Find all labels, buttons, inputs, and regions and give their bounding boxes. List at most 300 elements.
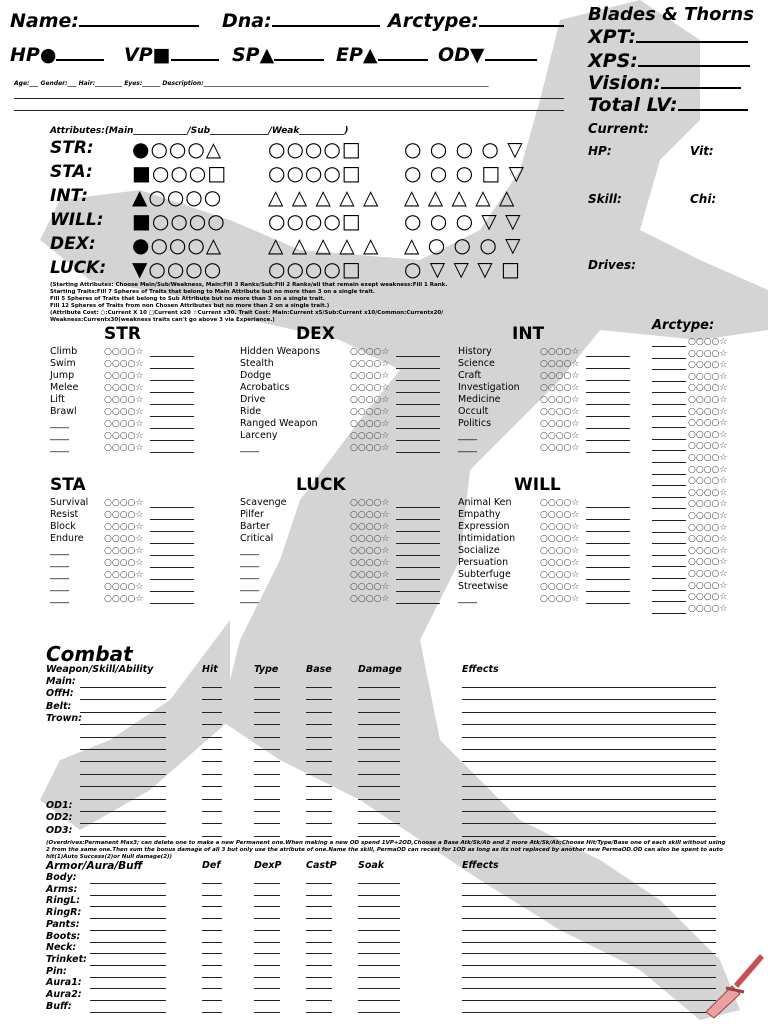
od-field[interactable]: OD▼ xyxy=(438,44,537,66)
armor-cell-line[interactable] xyxy=(254,1000,280,1001)
weapon-cell-line[interactable] xyxy=(202,823,222,824)
weapon-cell-line[interactable] xyxy=(462,712,716,713)
trait-note-line[interactable] xyxy=(150,356,194,357)
weapon-cell-line[interactable] xyxy=(306,786,332,787)
weapon-cell-line[interactable] xyxy=(202,724,222,725)
weapon-cell-line[interactable] xyxy=(80,699,166,700)
attribute-main-dots[interactable]: ▼○○○○ xyxy=(132,257,223,281)
armor-cell-line[interactable] xyxy=(306,906,332,907)
armor-cell-line[interactable] xyxy=(202,918,222,919)
arctype-dots[interactable]: ○○○○☆ xyxy=(688,360,728,371)
armor-cell-line[interactable] xyxy=(306,977,332,978)
trait-dots[interactable]: ○○○○☆ xyxy=(540,407,580,417)
armor-cell-line[interactable] xyxy=(462,883,716,884)
arctype-dots[interactable]: ○○○○☆ xyxy=(688,557,728,568)
attribute-high-dots[interactable]: ○ ○ ○ ▽ ▽ xyxy=(404,209,522,233)
weapon-cell-line[interactable] xyxy=(462,836,716,837)
armor-cell-line[interactable] xyxy=(358,930,400,931)
trait-note-line[interactable] xyxy=(586,543,630,544)
armor-cell-line[interactable] xyxy=(462,965,716,966)
attribute-mid-dots[interactable]: ○○○○□ xyxy=(268,209,362,233)
weapon-cell-line[interactable] xyxy=(202,799,222,800)
arctype-line[interactable] xyxy=(652,381,686,382)
arctype-dots[interactable]: ○○○○☆ xyxy=(688,511,728,521)
armor-cell-line[interactable] xyxy=(254,1012,280,1013)
armor-cell-line[interactable] xyxy=(358,965,400,966)
weapon-cell-line[interactable] xyxy=(80,761,166,762)
arctype-line[interactable] xyxy=(652,508,686,509)
trait-note-line[interactable] xyxy=(396,579,440,580)
weapon-cell-line[interactable] xyxy=(306,712,332,713)
arctype-dots[interactable]: ○○○○☆ xyxy=(688,476,728,487)
weapon-cell-line[interactable] xyxy=(462,749,716,750)
trait-dots[interactable]: ○○○○☆ xyxy=(104,431,144,441)
weapon-cell-line[interactable] xyxy=(254,786,280,787)
armor-cell-line[interactable] xyxy=(254,906,280,907)
trait-dots[interactable]: ○○○○☆ xyxy=(350,419,390,429)
trait-note-line[interactable] xyxy=(586,531,630,532)
armor-cell-line[interactable] xyxy=(358,1000,400,1001)
trait-dots[interactable]: ○○○○☆ xyxy=(104,347,144,357)
trait-note-line[interactable] xyxy=(150,404,194,405)
xpt-field[interactable]: XPT: xyxy=(588,26,748,48)
weapon-cell-line[interactable] xyxy=(306,699,332,700)
weapon-cell-line[interactable] xyxy=(306,774,332,775)
attribute-mid-dots[interactable]: △ △ △ △ △ xyxy=(268,233,380,257)
weapon-cell-line[interactable] xyxy=(462,774,716,775)
armor-cell-line[interactable] xyxy=(306,965,332,966)
armor-cell-line[interactable] xyxy=(90,942,166,943)
armor-cell-line[interactable] xyxy=(462,1012,716,1013)
trait-note-line[interactable] xyxy=(396,452,440,453)
trait-dots[interactable]: ○○○○☆ xyxy=(350,510,390,520)
trait-dots[interactable]: ○○○○☆ xyxy=(104,443,144,453)
armor-cell-line[interactable] xyxy=(254,988,280,989)
armor-cell-line[interactable] xyxy=(462,930,716,931)
trait-dots[interactable]: ○○○○☆ xyxy=(350,594,390,604)
arctype-dots[interactable]: ○○○○☆ xyxy=(688,464,728,475)
armor-cell-line[interactable] xyxy=(462,953,716,954)
trait-note-line[interactable] xyxy=(396,404,440,405)
armor-cell-line[interactable] xyxy=(358,883,400,884)
armor-cell-line[interactable] xyxy=(306,918,332,919)
arctype-line[interactable] xyxy=(652,427,686,428)
weapon-cell-line[interactable] xyxy=(306,761,332,762)
arctype-dots[interactable]: ○○○○☆ xyxy=(688,406,728,417)
trait-note-line[interactable] xyxy=(586,428,630,429)
trait-dots[interactable]: ○○○○☆ xyxy=(350,359,390,369)
armor-cell-line[interactable] xyxy=(202,942,222,943)
weapon-cell-line[interactable] xyxy=(306,799,332,800)
trait-note-line[interactable] xyxy=(396,531,440,532)
attribute-mid-dots[interactable]: △ △ △ △ △ xyxy=(268,185,380,209)
trait-dots[interactable]: ○○○○☆ xyxy=(350,443,390,453)
trait-note-line[interactable] xyxy=(396,428,440,429)
trait-note-line[interactable] xyxy=(396,416,440,417)
attribute-main-dots[interactable]: ▲○○○○ xyxy=(132,185,223,209)
current-skill-label[interactable]: Skill: xyxy=(588,192,622,206)
arctype-line[interactable] xyxy=(652,404,686,405)
trait-note-line[interactable] xyxy=(150,603,194,604)
trait-dots[interactable]: ○○○○☆ xyxy=(104,582,144,592)
armor-cell-line[interactable] xyxy=(306,1012,332,1013)
arctype-line[interactable] xyxy=(652,543,686,544)
trait-dots[interactable]: ○○○○☆ xyxy=(350,431,390,441)
trait-note-line[interactable] xyxy=(150,519,194,520)
armor-cell-line[interactable] xyxy=(90,883,166,884)
armor-cell-line[interactable] xyxy=(254,977,280,978)
trait-note-line[interactable] xyxy=(150,428,194,429)
trait-dots[interactable]: ○○○○☆ xyxy=(350,534,390,544)
armor-cell-line[interactable] xyxy=(462,1000,716,1001)
weapon-cell-line[interactable] xyxy=(358,712,400,713)
arctype-line[interactable] xyxy=(652,392,686,393)
weapon-cell-line[interactable] xyxy=(358,749,400,750)
weapon-cell-line[interactable] xyxy=(80,799,166,800)
arctype-line[interactable] xyxy=(652,474,686,475)
arctype-dots[interactable]: ○○○○☆ xyxy=(688,383,728,394)
weapon-cell-line[interactable] xyxy=(306,836,332,837)
armor-cell-line[interactable] xyxy=(358,918,400,919)
arctype-line[interactable] xyxy=(652,578,686,579)
armor-cell-line[interactable] xyxy=(254,895,280,896)
weapon-cell-line[interactable] xyxy=(202,687,222,688)
trait-note-line[interactable] xyxy=(586,567,630,568)
trait-dots[interactable]: ○○○○☆ xyxy=(540,594,580,604)
arctype-dots[interactable]: ○○○○☆ xyxy=(688,522,728,533)
arctype-line[interactable] xyxy=(652,613,686,614)
weapon-cell-line[interactable] xyxy=(80,749,166,750)
trait-note-line[interactable] xyxy=(150,591,194,592)
trait-dots[interactable]: ○○○○☆ xyxy=(540,570,580,580)
weapon-cell-line[interactable] xyxy=(462,687,716,688)
trait-dots[interactable]: ○○○○☆ xyxy=(540,443,580,453)
weapon-cell-line[interactable] xyxy=(80,774,166,775)
trait-dots[interactable]: ○○○○☆ xyxy=(104,570,144,580)
armor-cell-line[interactable] xyxy=(254,883,280,884)
armor-cell-line[interactable] xyxy=(202,965,222,966)
trait-note-line[interactable] xyxy=(150,579,194,580)
name-field[interactable]: Name: xyxy=(10,10,199,32)
weapon-cell-line[interactable] xyxy=(254,724,280,725)
arctype-dots[interactable]: ○○○○☆ xyxy=(688,371,728,382)
weapon-cell-line[interactable] xyxy=(462,786,716,787)
trait-dots[interactable]: ○○○○☆ xyxy=(104,419,144,429)
trait-dots[interactable]: ○○○○☆ xyxy=(540,510,580,520)
armor-cell-line[interactable] xyxy=(358,953,400,954)
weapon-cell-line[interactable] xyxy=(358,687,400,688)
armor-cell-line[interactable] xyxy=(90,918,166,919)
trait-note-line[interactable] xyxy=(150,368,194,369)
attribute-high-dots[interactable]: ○ ▽ ▽ ▽ □ xyxy=(404,257,521,281)
arctype-dots[interactable]: ○○○○☆ xyxy=(688,534,728,545)
attribute-mid-dots[interactable]: ○○○○□ xyxy=(268,257,362,281)
armor-cell-line[interactable] xyxy=(202,1000,222,1001)
arctype-dots[interactable]: ○○○○☆ xyxy=(688,429,728,440)
trait-dots[interactable]: ○○○○☆ xyxy=(104,498,144,508)
trait-dots[interactable]: ○○○○☆ xyxy=(350,498,390,508)
arctype-dots[interactable]: ○○○○☆ xyxy=(688,348,728,359)
trait-note-line[interactable] xyxy=(396,543,440,544)
armor-cell-line[interactable] xyxy=(202,988,222,989)
vp-field[interactable]: VP■ xyxy=(124,44,219,66)
trait-dots[interactable]: ○○○○☆ xyxy=(350,570,390,580)
armor-cell-line[interactable] xyxy=(358,895,400,896)
weapon-cell-line[interactable] xyxy=(80,687,166,688)
weapon-cell-line[interactable] xyxy=(358,774,400,775)
trait-dots[interactable]: ○○○○☆ xyxy=(104,534,144,544)
weapon-cell-line[interactable] xyxy=(462,724,716,725)
armor-cell-line[interactable] xyxy=(254,965,280,966)
trait-note-line[interactable] xyxy=(150,416,194,417)
trait-note-line[interactable] xyxy=(586,356,630,357)
trait-note-line[interactable] xyxy=(396,567,440,568)
armor-cell-line[interactable] xyxy=(254,930,280,931)
armor-cell-line[interactable] xyxy=(202,1012,222,1013)
weapon-cell-line[interactable] xyxy=(358,836,400,837)
armor-cell-line[interactable] xyxy=(306,895,332,896)
weapon-cell-line[interactable] xyxy=(358,786,400,787)
xps-field[interactable]: XPS: xyxy=(588,50,750,72)
weapon-cell-line[interactable] xyxy=(254,712,280,713)
armor-cell-line[interactable] xyxy=(90,988,166,989)
trait-dots[interactable]: ○○○○☆ xyxy=(104,371,144,381)
trait-dots[interactable]: ○○○○☆ xyxy=(350,395,390,405)
arctype-line[interactable] xyxy=(652,532,686,533)
weapon-cell-line[interactable] xyxy=(254,811,280,812)
trait-note-line[interactable] xyxy=(150,543,194,544)
weapon-cell-line[interactable] xyxy=(462,811,716,812)
armor-cell-line[interactable] xyxy=(90,1000,166,1001)
arctype-line[interactable] xyxy=(652,555,686,556)
armor-cell-line[interactable] xyxy=(358,988,400,989)
trait-note-line[interactable] xyxy=(150,567,194,568)
trait-note-line[interactable] xyxy=(586,579,630,580)
trait-dots[interactable]: ○○○○☆ xyxy=(104,407,144,417)
drives-label[interactable]: Drives: xyxy=(588,258,636,272)
armor-cell-line[interactable] xyxy=(462,977,716,978)
arctype-line[interactable] xyxy=(652,590,686,591)
attribute-main-dots[interactable]: ●○○○△ xyxy=(132,233,223,257)
weapon-cell-line[interactable] xyxy=(358,699,400,700)
arctype-dots[interactable]: ○○○○☆ xyxy=(688,603,728,614)
armor-cell-line[interactable] xyxy=(254,942,280,943)
weapon-cell-line[interactable] xyxy=(306,724,332,725)
attribute-high-dots[interactable]: △ ○ ○ ○ ▽ xyxy=(404,233,522,257)
trait-dots[interactable]: ○○○○☆ xyxy=(104,546,144,556)
weapon-cell-line[interactable] xyxy=(202,737,222,738)
arctype-line[interactable] xyxy=(652,450,686,451)
attribute-high-dots[interactable]: ○ ○ ○ □ ▽ xyxy=(404,161,526,185)
armor-cell-line[interactable] xyxy=(90,930,166,931)
armor-cell-line[interactable] xyxy=(358,1012,400,1013)
weapon-cell-line[interactable] xyxy=(254,774,280,775)
weapon-cell-line[interactable] xyxy=(358,761,400,762)
arctype-dots[interactable]: ○○○○☆ xyxy=(688,395,728,405)
trait-note-line[interactable] xyxy=(396,555,440,556)
bio-row[interactable]: Age:___ Gender:___ Hair:_________ Eyes:______ Description:_______________________________________________________________________________________________ xyxy=(14,80,489,87)
trait-dots[interactable]: ○○○○☆ xyxy=(540,582,580,592)
trait-note-line[interactable] xyxy=(586,507,630,508)
armor-cell-line[interactable] xyxy=(202,953,222,954)
weapon-cell-line[interactable] xyxy=(80,811,166,812)
armor-cell-line[interactable] xyxy=(202,895,222,896)
armor-cell-line[interactable] xyxy=(202,906,222,907)
trait-dots[interactable]: ○○○○☆ xyxy=(350,546,390,556)
dna-field[interactable]: Dna: xyxy=(222,10,380,32)
trait-dots[interactable]: ○○○○☆ xyxy=(540,383,580,393)
sp-field[interactable]: SP▲ xyxy=(232,44,324,66)
weapon-cell-line[interactable] xyxy=(80,836,166,837)
trait-note-line[interactable] xyxy=(586,440,630,441)
weapon-cell-line[interactable] xyxy=(462,823,716,824)
weapon-cell-line[interactable] xyxy=(462,699,716,700)
armor-cell-line[interactable] xyxy=(306,942,332,943)
weapon-cell-line[interactable] xyxy=(306,749,332,750)
arctype-dots[interactable]: ○○○○☆ xyxy=(688,418,728,429)
arctype-dots[interactable]: ○○○○☆ xyxy=(688,499,728,510)
weapon-cell-line[interactable] xyxy=(254,699,280,700)
weapon-cell-line[interactable] xyxy=(254,687,280,688)
vision-field[interactable]: Vision: xyxy=(588,72,741,94)
weapon-cell-line[interactable] xyxy=(80,823,166,824)
arctype-line[interactable] xyxy=(652,497,686,498)
trait-dots[interactable]: ○○○○☆ xyxy=(350,407,390,417)
armor-cell-line[interactable] xyxy=(90,953,166,954)
trait-note-line[interactable] xyxy=(586,591,630,592)
trait-note-line[interactable] xyxy=(150,392,194,393)
weapon-cell-line[interactable] xyxy=(202,786,222,787)
trait-dots[interactable]: ○○○○☆ xyxy=(540,347,580,357)
weapon-cell-line[interactable] xyxy=(306,687,332,688)
armor-cell-line[interactable] xyxy=(202,883,222,884)
arctype-dots[interactable]: ○○○○☆ xyxy=(688,580,728,591)
armor-cell-line[interactable] xyxy=(462,895,716,896)
armor-cell-line[interactable] xyxy=(254,953,280,954)
trait-dots[interactable]: ○○○○☆ xyxy=(350,347,390,357)
armor-cell-line[interactable] xyxy=(254,918,280,919)
attribute-high-dots[interactable]: △ △ △ △ △ xyxy=(404,185,516,209)
armor-cell-line[interactable] xyxy=(306,930,332,931)
arctype-dots[interactable]: ○○○○☆ xyxy=(688,487,728,498)
trait-note-line[interactable] xyxy=(396,380,440,381)
weapon-cell-line[interactable] xyxy=(306,811,332,812)
armor-cell-line[interactable] xyxy=(306,988,332,989)
trait-dots[interactable]: ○○○○☆ xyxy=(540,419,580,429)
armor-cell-line[interactable] xyxy=(358,906,400,907)
armor-cell-line[interactable] xyxy=(90,906,166,907)
weapon-cell-line[interactable] xyxy=(254,799,280,800)
attribute-main-dots[interactable]: ●○○○△ xyxy=(132,137,223,161)
hp-field[interactable]: HP● xyxy=(10,44,104,66)
attribute-main-dots[interactable]: ■○○○○ xyxy=(132,209,226,233)
trait-note-line[interactable] xyxy=(586,555,630,556)
trait-note-line[interactable] xyxy=(396,392,440,393)
arctype-dots[interactable]: ○○○○☆ xyxy=(688,441,728,452)
trait-dots[interactable]: ○○○○☆ xyxy=(104,383,144,393)
current-chi-label[interactable]: Chi: xyxy=(690,192,717,206)
arctype-dots[interactable]: ○○○○☆ xyxy=(688,337,728,347)
arctype-dots[interactable]: ○○○○☆ xyxy=(688,545,728,556)
trait-note-line[interactable] xyxy=(150,380,194,381)
arctype-line[interactable] xyxy=(652,485,686,486)
weapon-cell-line[interactable] xyxy=(202,811,222,812)
weapon-cell-line[interactable] xyxy=(80,724,166,725)
trait-note-line[interactable] xyxy=(586,380,630,381)
trait-dots[interactable]: ○○○○☆ xyxy=(540,431,580,441)
armor-cell-line[interactable] xyxy=(306,1000,332,1001)
armor-cell-line[interactable] xyxy=(462,906,716,907)
trait-note-line[interactable] xyxy=(396,507,440,508)
attribute-mid-dots[interactable]: ○○○○□ xyxy=(268,161,362,185)
arctype-line[interactable] xyxy=(652,601,686,602)
weapon-cell-line[interactable] xyxy=(358,724,400,725)
weapon-cell-line[interactable] xyxy=(358,737,400,738)
weapon-cell-line[interactable] xyxy=(306,823,332,824)
weapon-cell-line[interactable] xyxy=(202,712,222,713)
trait-note-line[interactable] xyxy=(396,519,440,520)
armor-cell-line[interactable] xyxy=(202,930,222,931)
trait-note-line[interactable] xyxy=(396,368,440,369)
trait-dots[interactable]: ○○○○☆ xyxy=(104,395,144,405)
trait-dots[interactable]: ○○○○☆ xyxy=(104,359,144,369)
trait-note-line[interactable] xyxy=(150,452,194,453)
trait-note-line[interactable] xyxy=(586,519,630,520)
weapon-cell-line[interactable] xyxy=(80,712,166,713)
trait-note-line[interactable] xyxy=(396,356,440,357)
armor-cell-line[interactable] xyxy=(462,942,716,943)
weapon-cell-line[interactable] xyxy=(358,823,400,824)
trait-dots[interactable]: ○○○○☆ xyxy=(540,558,580,568)
trait-note-line[interactable] xyxy=(150,555,194,556)
weapon-cell-line[interactable] xyxy=(80,737,166,738)
trait-dots[interactable]: ○○○○☆ xyxy=(540,371,580,381)
trait-dots[interactable]: ○○○○☆ xyxy=(350,371,390,381)
weapon-cell-line[interactable] xyxy=(254,749,280,750)
trait-note-line[interactable] xyxy=(586,404,630,405)
trait-note-line[interactable] xyxy=(586,452,630,453)
current-hp-label[interactable]: HP: xyxy=(588,144,612,158)
armor-cell-line[interactable] xyxy=(358,977,400,978)
trait-dots[interactable]: ○○○○☆ xyxy=(104,510,144,520)
ep-field[interactable]: EP▲ xyxy=(336,44,428,66)
weapon-cell-line[interactable] xyxy=(306,737,332,738)
armor-cell-line[interactable] xyxy=(90,895,166,896)
armor-cell-line[interactable] xyxy=(306,883,332,884)
weapon-cell-line[interactable] xyxy=(254,737,280,738)
current-vit-label[interactable]: Vit: xyxy=(690,144,714,158)
trait-dots[interactable]: ○○○○☆ xyxy=(540,546,580,556)
trait-dots[interactable]: ○○○○☆ xyxy=(104,522,144,532)
weapon-cell-line[interactable] xyxy=(254,823,280,824)
attribute-main-dots[interactable]: ■○○○□ xyxy=(132,161,228,185)
armor-cell-line[interactable] xyxy=(90,1012,166,1013)
attribute-high-dots[interactable]: ○ ○ ○ ○ ▽ xyxy=(404,137,524,161)
weapon-cell-line[interactable] xyxy=(202,774,222,775)
armor-cell-line[interactable] xyxy=(462,988,716,989)
trait-dots[interactable]: ○○○○☆ xyxy=(350,582,390,592)
armor-cell-line[interactable] xyxy=(90,965,166,966)
armor-cell-line[interactable] xyxy=(462,918,716,919)
arctype-field[interactable]: Arctype: xyxy=(388,10,564,32)
trait-dots[interactable]: ○○○○☆ xyxy=(540,534,580,544)
weapon-cell-line[interactable] xyxy=(462,761,716,762)
trait-note-line[interactable] xyxy=(150,440,194,441)
armor-cell-line[interactable] xyxy=(90,977,166,978)
trait-note-line[interactable] xyxy=(586,416,630,417)
arctype-line[interactable] xyxy=(652,462,686,463)
trait-note-line[interactable] xyxy=(586,603,630,604)
